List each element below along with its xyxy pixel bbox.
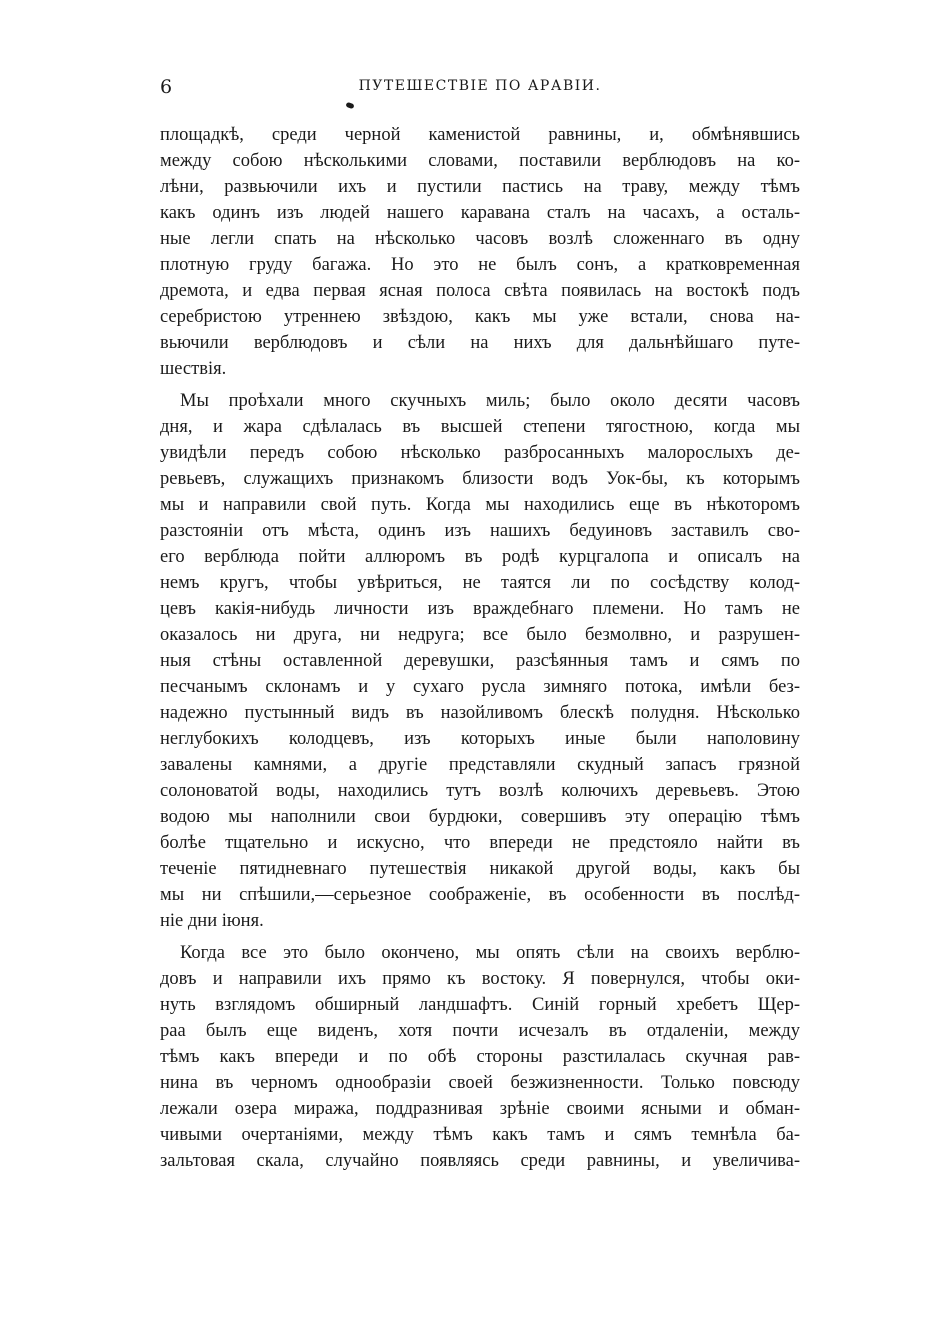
text-line: площадкѣ, среди черной каменистой равнины, и, обмѣнявшись <box>160 125 800 145</box>
text-line: мы ни спѣшили,—серьезное соображеніе, въ особенности въ послѣд- <box>160 885 800 905</box>
text-line: какъ одинъ изъ людей нашего каравана сталъ на часахъ, а осталь- <box>160 203 800 223</box>
page-number: 6 <box>160 76 173 98</box>
text-line: серебристою утреннею звѣздою, какъ мы уже встали, снова на- <box>160 307 800 327</box>
text-line: чивыми очертаніями, между тѣмъ какъ тамъ и сямъ темнѣла ба- <box>160 1125 800 1145</box>
text-line: солоноватой воды, находились тутъ возлѣ колючихъ деревьевъ. Этою <box>160 781 800 801</box>
text-line: тѣмъ какъ впереди и по обѣ стороны разстилалась скучная рав- <box>160 1047 800 1067</box>
text-line: немъ кругъ, чтобы увѣриться, не таятся ли по сосѣдству колод- <box>160 573 800 593</box>
paragraph-2 <box>160 388 800 934</box>
text-line: оказалось ни друга, ни недруга; все было безмолвно, и разрушен- <box>160 625 800 645</box>
text-line: между собою нѣсколькими словами, поставили верблюдовъ на ко- <box>160 151 800 171</box>
text-line: раа былъ еще виденъ, хотя почти исчезалъ въ отдаленіи, между <box>160 1021 800 1041</box>
text-line: неглубокихъ колодцевъ, изъ которыхъ иные были наполовину <box>160 729 800 749</box>
paragraph-3 <box>160 940 800 1174</box>
text-line: увидѣли передъ собою нѣсколько разбросанныхъ малорослыхъ де- <box>160 443 800 463</box>
text-line: ревьевъ, служащихъ признакомъ близости водъ Уок-бы, къ которымъ <box>160 469 800 489</box>
text-line: завалены камнями, а другіе представляли скудный запасъ грязной <box>160 755 800 775</box>
paragraph-1 <box>160 122 800 382</box>
text-line: цевъ какія-нибудь личности изъ враждебнаго племени. Но тамъ не <box>160 599 800 619</box>
text-line: ныя стѣны оставленной деревушки, разсѣянныя тамъ и сямъ по <box>160 651 800 671</box>
body-text <box>160 122 800 1174</box>
text-line: песчанымъ склонамъ и у сухаго русла зимняго потока, имѣли без- <box>160 677 800 697</box>
text-line: вьючили верблюдовъ и сѣли на нихъ для дальнѣйшаго путе- <box>160 333 800 353</box>
page-header <box>160 76 800 100</box>
text-line: ные легли спать на нѣсколько часовъ возлѣ сложеннаго въ одну <box>160 229 800 249</box>
text-line: болѣе тщательно и искусно, что впереди не предстояло найти въ <box>160 833 800 853</box>
text-line: его верблюда пойти аллюромъ въ родѣ курцгалопа и описалъ на <box>160 547 800 567</box>
text-line: плотную груду багажа. Но это не былъ сонъ, а кратковременная <box>160 255 800 275</box>
text-line: нуть взглядомъ обширный ландшафтъ. Синій горный хребетъ Щер- <box>160 995 800 1015</box>
text-line: зальтовая скала, случайно появляясь среди равнины, и увеличива- <box>160 1151 800 1171</box>
text-line: надежно пустынный видъ въ назойливомъ блескѣ полудня. Нѣсколько <box>160 703 800 723</box>
text-line: нина въ черномъ однообразіи своей безжизненности. Только повсюду <box>160 1073 800 1093</box>
text-line: мы и направили свой путь. Когда мы находились еще въ нѣкоторомъ <box>160 495 800 515</box>
text-line: лежали озера миража, поддразнивая зрѣніе своими ясными и обман- <box>160 1099 800 1119</box>
text-line: Мы проѣхали много скучныхъ миль; было около десяти часовъ <box>180 391 800 411</box>
text-line: дня, и жара сдѣлалась въ высшей степени тягостною, когда мы <box>160 417 800 437</box>
text-line: лѣни, развьючили ихъ и пустили пастись на траву, между тѣмъ <box>160 177 800 197</box>
running-head: ПУТЕШЕСТВІЕ ПО АРАВІИ. <box>358 78 602 94</box>
text-line: разстояніи отъ мѣста, одинъ изъ нашихъ бедуиновъ заставилъ сво- <box>160 521 800 541</box>
text-line: теченіе пятидневнаго путешествія никакой другой воды, какъ бы <box>160 859 800 879</box>
text-line: дремота, и едва первая ясная полоса свѣта появилась на востокѣ подъ <box>160 281 800 301</box>
text-line: ніе дни іюня. <box>160 911 264 931</box>
text-line: шествія. <box>160 359 227 379</box>
text-line: водою мы наполнили свои бурдюки, совершивъ эту операцію тѣмъ <box>160 807 800 827</box>
ink-blot-mark <box>345 102 354 109</box>
text-line: Когда все это было окончено, мы опять сѣли на своихъ верблю- <box>180 943 800 963</box>
text-line: довъ и направили ихъ прямо къ востоку. Я повернулся, чтобы оки- <box>160 969 800 989</box>
